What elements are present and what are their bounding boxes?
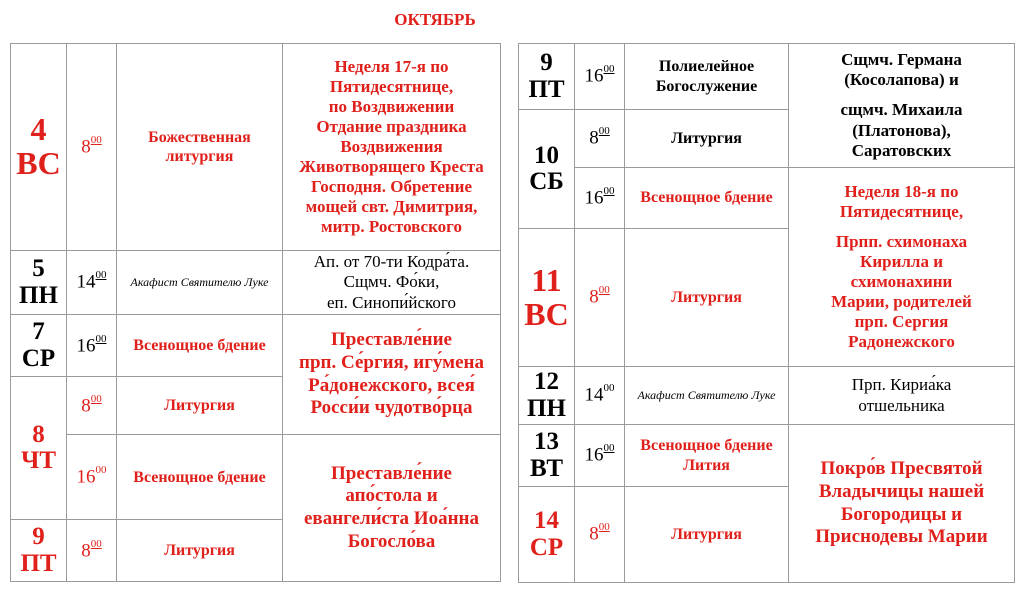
month-title: ОКТЯБРЬ [394,10,476,29]
time-minutes: 00 [90,537,102,550]
service-name: Литургия [625,110,789,168]
day-weekday: ПН [527,394,566,422]
day-number: 7 [32,318,45,346]
time-cell [67,435,117,520]
day-cell [519,44,575,110]
schedule-row-day-8-evening [11,435,501,520]
day-weekday: ВС [16,145,61,181]
time-cell [575,487,625,583]
time-hour: 8 [589,286,599,308]
time-minutes: 00 [598,521,610,534]
saint-line-a: Неделя 18-я по Пятидесятнице, [839,181,964,221]
time-cell [575,110,625,168]
schedule-table-right [518,43,1015,583]
schedule-row-day-4 [11,44,501,251]
day-cell [519,229,575,367]
day-weekday: СР [529,533,564,561]
spacer [792,90,1011,100]
time-cell [575,44,625,110]
time-hour: 16 [584,444,604,466]
service-name: Полиелейное Богослужение [625,44,789,110]
day-weekday: ПТ [20,549,57,577]
schedule-row-day-5 [11,251,501,315]
saint-commemoration: Преставле́ние прп. Се́ргия, игу́мена Ра́донежского, всея́ Росси́и чудотво́рца [283,315,501,435]
time-cell [575,425,625,487]
day-number: 8 [32,420,45,448]
time-cell [67,315,117,377]
time-hour: 16 [584,65,604,87]
time-cell [67,251,117,315]
saint-commemoration [789,168,1015,367]
service-name: Акафист Святителю Луке [117,251,283,315]
day-cell [11,44,67,251]
service-name: Всенощное бдение [625,168,789,229]
time-hour: 16 [76,334,96,356]
day-weekday: ЧТ [20,447,57,475]
day-weekday: ВС [524,295,569,332]
day-cell [519,487,575,583]
day-number: 11 [531,261,562,298]
time-minutes: 00 [603,184,615,197]
service-name: Литургия [117,520,283,582]
service-name: Литургия [625,487,789,583]
time-cell [67,377,117,435]
saint-commemoration: Ап. от 70-ти Кодра́та. Сщмч. Фо́ки, еп. Синопи́йского [283,251,501,315]
time-hour: 14 [76,271,96,293]
day-number: 10 [534,141,559,169]
time-cell [67,44,117,251]
day-cell [11,315,67,377]
day-number: 9 [540,49,553,77]
service-name: Всенощное бдение [117,315,283,377]
time-cell [575,229,625,367]
day-cell [519,367,575,425]
service-name: Божественная литургия [117,44,283,251]
day-cell [11,377,67,520]
spacer [792,222,1011,232]
schedule-row-day-13 [519,425,1015,487]
time-minutes: 00 [598,284,610,297]
day-weekday: ВТ [529,454,564,482]
saint-commemoration [789,44,1015,168]
service-name: Акафист Святителю Луке [625,367,789,425]
day-number: 9 [32,523,45,551]
day-weekday: СР [21,344,56,372]
schedule-row-day-7 [11,315,501,377]
day-cell [11,520,67,582]
time-hour: 14 [584,384,604,406]
time-cell [575,367,625,425]
day-number: 5 [32,255,45,283]
time-minutes: 00 [90,392,102,405]
day-weekday: ПН [19,281,58,309]
saint-commemoration: Прп. Кириа́ка отшельника [789,367,1015,425]
service-name: Всенощное бдение Лития [625,425,789,487]
saint-commemoration: Покро́в Пресвятой Владычицы нашей Богородицы и Приснодевы Марии [789,425,1015,583]
saint-commemoration: Неделя 17-я по Пятидесятнице, по Воздвижении Отдание праздника Воздвижения Животворящего Креста Господня. Обретение мощей свт. Димитрия, митр. Ростовского [283,44,501,251]
schedule-row-day-9 [519,44,1015,110]
day-weekday: ПТ [528,75,565,103]
time-hour: 16 [76,466,96,488]
time-cell [575,168,625,229]
time-hour: 8 [81,539,91,561]
time-minutes: 00 [603,382,615,395]
time-minutes: 00 [95,464,107,476]
schedule-row-day-12 [519,367,1015,425]
schedule-table-left [10,43,501,582]
time-minutes: 00 [598,125,610,138]
day-cell [11,251,67,315]
service-name: Всенощное бдение [117,435,283,520]
time-hour: 8 [81,394,91,416]
service-name: Литургия [625,229,789,367]
time-hour: 8 [81,136,91,158]
saint-line-b: сщмч. Михаила (Платонова), Саратовских [840,100,963,160]
time-hour: 8 [589,523,599,545]
time-minutes: 00 [603,442,615,455]
time-minutes: 00 [95,332,107,345]
time-hour: 8 [589,127,599,149]
service-name: Литургия [117,377,283,435]
day-cell [519,110,575,229]
day-number: 13 [534,428,559,456]
time-minutes: 00 [90,133,102,146]
day-number: 4 [30,111,47,148]
day-number: 14 [534,507,559,535]
day-cell [519,425,575,487]
schedule-row-day-10-evening [519,168,1015,229]
time-hour: 16 [584,187,604,209]
day-weekday: СБ [529,168,564,195]
time-minutes: 00 [603,63,615,76]
time-cell [67,520,117,582]
saint-line-a: Сщмч. Германа (Косолапова) и [841,50,962,90]
day-number: 12 [534,368,559,396]
time-minutes: 00 [95,269,107,282]
saint-commemoration: Преставле́ние апо́стола и евангели́ста Иоа́нна Богосло́ва [283,435,501,582]
saint-line-b: Прпп. схимонаха Кирилла и схимонахини Марии, родителей прп. Сергия Радонежского [831,231,972,352]
